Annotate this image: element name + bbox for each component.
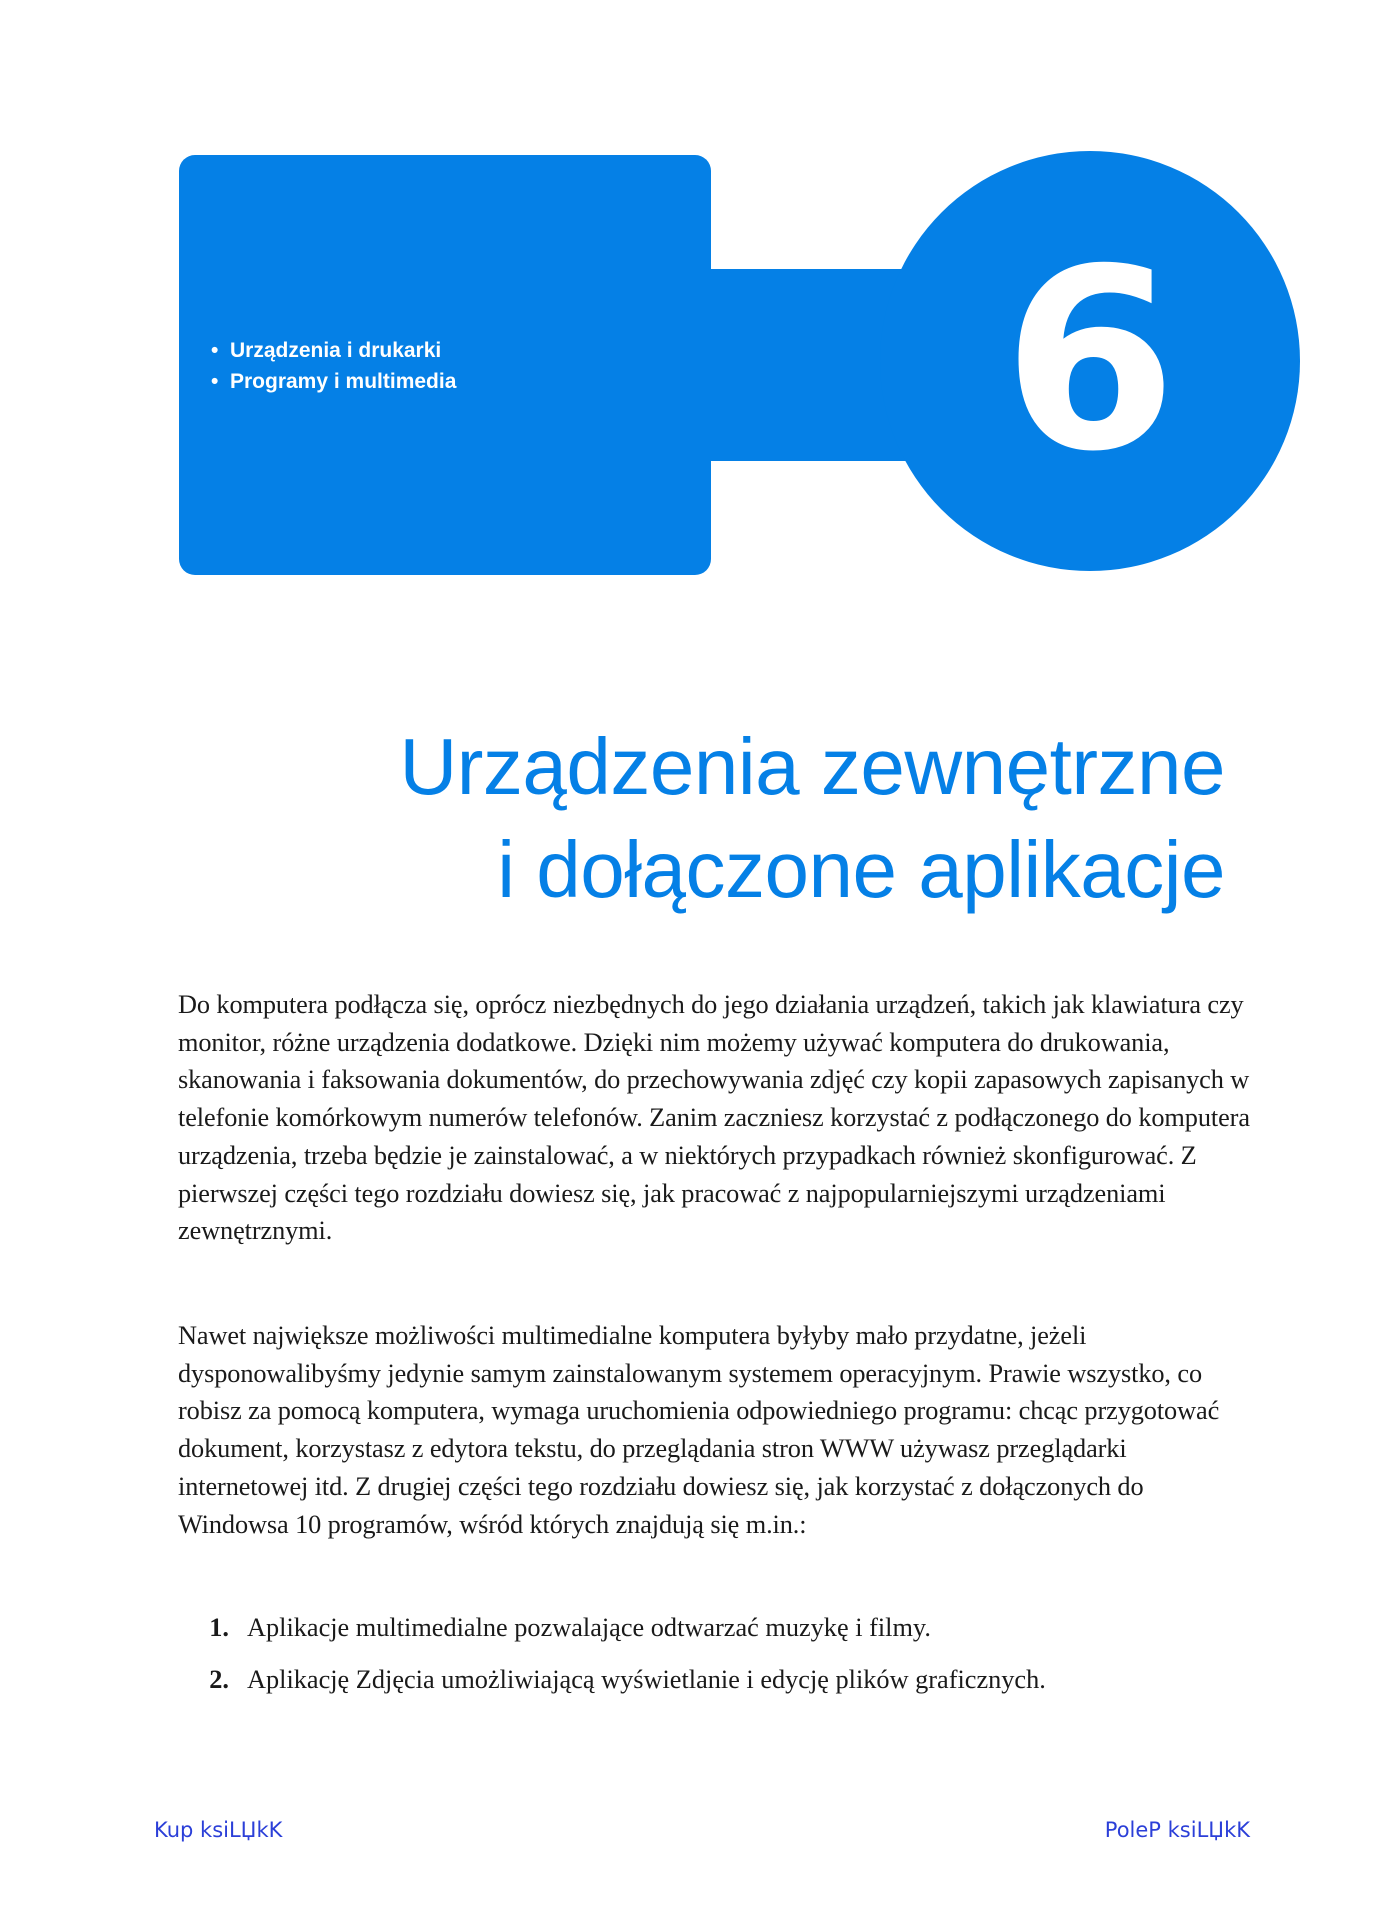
chapter-title-line1: Urządzenia zewnętrzne [399,722,1225,811]
list-item-number: 2. [209,1665,229,1694]
list-item [178,1661,1258,1698]
second-paragraph: Nawet największe możliwości multimedialne komputera byłyby mało przydatne, jeżeli dysponowalibyśmy jedynie samym zainstalowanym systemem operacyjnym. Prawie wszystko, co robisz za pomocą komputera, wymaga uruchomienia odpowiedniego programu: chcąc przygotować dokument, korzystasz z edytora tekstu, do przeglądania stron WWW używasz przeglądarki internetowej itd. Z drugiej części tego rozdziału dowiesz się, jak korzystać z dołączonych do Windowsa 10 programów, wśród których znajdują się m.in.: [178,1321,1220,1539]
bullet-icon: • [211,370,219,393]
apps-list [178,1609,1258,1713]
chapter-topic-label: Urządzenia i drukarki [230,339,442,362]
chapter-number: 6 [1003,215,1177,506]
list-item [178,1609,1258,1646]
list-item-text: Aplikacje multimedialne pozwalające odtwarzać muzykę i filmy. [247,1613,931,1642]
intro-paragraph: Do komputera podłącza się, oprócz niezbędnych do jego działania urządzeń, takich jak klawiatura czy monitor, różne urządzenia dodatkowe. Dzięki nim możemy używać komputera do drukowania, skanowania i faksowania dokumentów, do przechowywania zdjęć czy kopii zapasowych zapisanych w telefonie komórkowym numerów telefonów. Zanim zaczniesz korzystać z podłączonego do komputera urządzenia, trzeba będzie je zainstalować, a w niektórych przypadkach również skonfigurować. Z pierwszej części tego rozdziału dowiesz się, jak pracować z najpopularniejszymi urządzeniami zewnętrznymi. [178,990,1250,1246]
chapter-topic [211,366,456,397]
chapter-title-line2: i dołączone aplikacje [497,825,1225,914]
recommend-book-link[interactable]: PoleP ksiLЏkK [1104,1818,1250,1842]
chapter-topic-label: Programy i multimedia [230,370,457,393]
list-item-number: 1. [209,1613,229,1642]
chapter-topics-list [211,335,456,397]
list-item-text: Aplikację Zdjęcia umożliwiającą wyświetlanie i edycję plików graficznych. [247,1665,1046,1694]
chapter-topic [211,335,456,366]
buy-book-link[interactable]: Kup ksiLЏkK [154,1818,283,1842]
chapter-title [400,715,1225,921]
bullet-icon: • [211,339,219,362]
